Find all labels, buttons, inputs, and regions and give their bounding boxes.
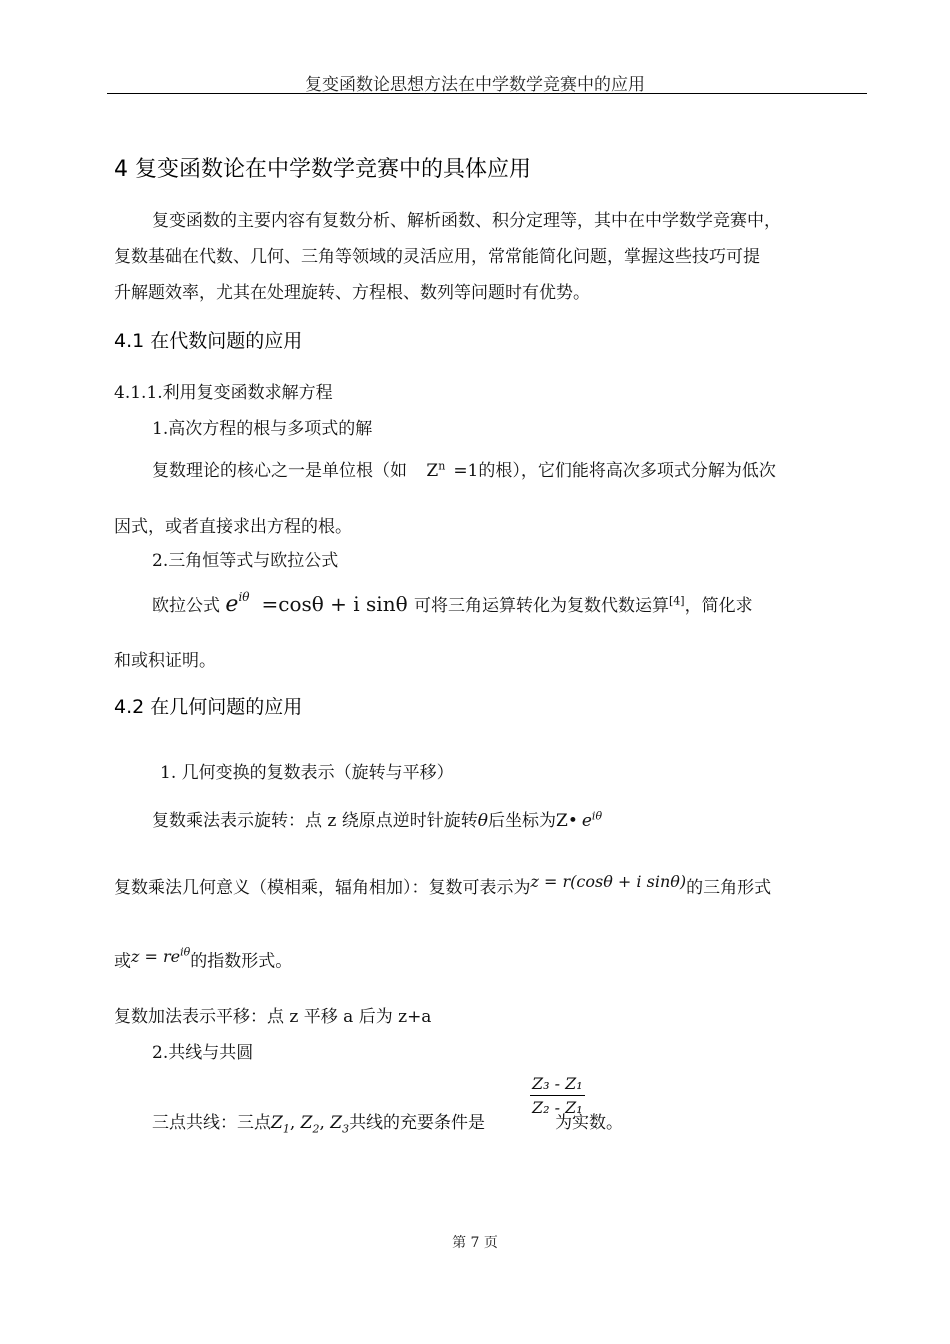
intro-paragraph-line-1: 复变函数的主要内容有复数分析、解析函数、积分定理等，其中在中学数学竞赛中， <box>152 211 781 231</box>
section-4-1-heading: 4.1 在代数问题的应用 <box>114 330 303 352</box>
unit-root-formula: $Z^n =1$ <box>426 459 479 481</box>
theta-symbol: θ <box>477 811 489 831</box>
euler-text-a: 欧拉公式 <box>152 596 220 616</box>
fraction-bar <box>530 1095 585 1096</box>
euler-formula: $e^{i\theta} =\cos\theta + i$ sinθ <box>225 590 408 617</box>
collinear-line: 三点共线：三点$Z_1$, $Z_2$, $Z_3$共线的充要条件是 为实数。 <box>152 1113 624 1136</box>
unit-root-line-2: 因式，或者直接求出方程的根。 <box>114 517 352 537</box>
item-1-title: 1.高次方程的根与多项式的解 <box>152 419 373 439</box>
citation-ref: [4] <box>668 594 685 608</box>
translation-line: 复数加法表示平移：点 z 平移 a 后为 z+a <box>114 1007 432 1027</box>
multiplication-line: 复数乘法几何意义（模相乘，辐角相加）：复数可表示为z = r(cosθ + i sinθ)的三角形式 <box>114 872 772 898</box>
running-header: 复变函数论思想方法在中学数学竞赛中的应用 <box>305 75 645 95</box>
unit-root-text-a: 复数理论的核心之一是单位根（如 <box>152 461 407 481</box>
euler-line-2: 和或积证明。 <box>114 651 216 671</box>
euler-text-b: 可将三角运算转化为复数代数运算 <box>413 596 669 616</box>
intro-paragraph-line-2: 复数基础在代数、几何、三角等领域的灵活应用，常常能简化问题，掌握这些技巧可提 <box>114 247 760 267</box>
euler-text-c: ，简化求 <box>684 596 753 616</box>
page-number: 第 7 页 <box>452 1235 498 1251</box>
item-2-title: 2.三角恒等式与欧拉公式 <box>152 551 339 571</box>
intro-paragraph-line-3: 升解题效率，尤其在处理旋转、方程根、数列等问题时有优势。 <box>114 283 590 303</box>
unit-root-line <box>152 456 776 481</box>
section-4-2-heading: 4.2 在几何问题的应用 <box>114 696 303 718</box>
fraction-denominator: Z₂ - Z₁ <box>532 1098 583 1117</box>
point-z2: $Z_2$ <box>300 1113 320 1136</box>
euler-line <box>152 590 753 617</box>
fraction-numerator: Z₃ - Z₁ <box>532 1074 583 1093</box>
exponential-line: 或$z = re^{i\theta}$的指数形式。 <box>114 946 293 972</box>
unit-root-text-b: 的根），它们能将高次多项式分解为低次 <box>478 461 776 481</box>
rotation-formula: Z• $e^{i\theta}$ <box>556 809 603 831</box>
collinear-fraction <box>530 1074 585 1117</box>
section-4-heading: 4 复变函数论在中学数学竞赛中的具体应用 <box>114 157 531 182</box>
point-z1: $Z_1$ <box>271 1113 290 1136</box>
rotation-line: 复数乘法表示旋转：点 z 绕原点逆时针旋转θ后坐标为Z• $e^{i\theta}$ <box>152 809 603 831</box>
exp-form-formula: $z = re^{i\theta}$ <box>131 946 191 967</box>
header-divider <box>107 93 867 94</box>
geom-item-2-title: 2.共线与共圆 <box>152 1043 254 1063</box>
point-z3: $Z_3$ <box>330 1113 350 1136</box>
trig-form-formula: z = r(cosθ + i sinθ) <box>530 872 687 891</box>
subsection-4-1-1-heading: 4.1.1.利用复变函数求解方程 <box>114 383 333 403</box>
geom-item-1-title: 1. 几何变换的复数表示（旋转与平移） <box>160 763 454 783</box>
